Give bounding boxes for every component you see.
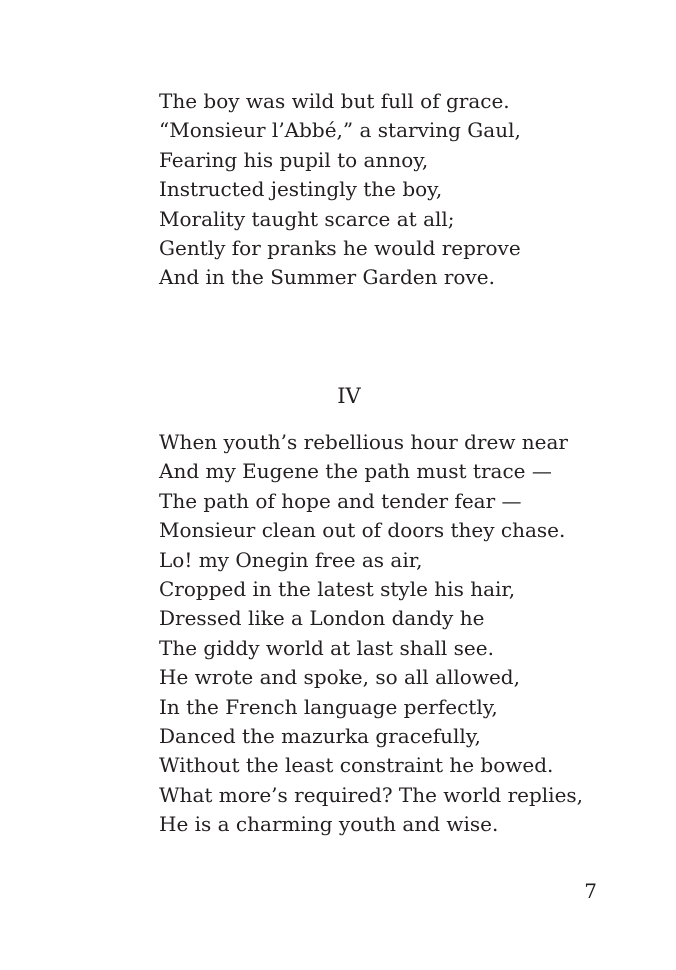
poem-line: And my Eugene the path must trace — [159,459,552,484]
poem-line: Lo! my Onegin free as air, [159,547,423,572]
poem-line: “Monsieur l’Abbé,” a starving Gaul, [159,118,521,143]
poem-line: Monsieur clean out of doors they chase. [159,518,566,543]
poem-line: He is a charming youth and wise. [159,812,499,837]
poem-line: In the French language perfectly, [159,694,498,719]
poem-line: Dressed like a London dandy he [159,606,485,631]
stanza-iv [159,428,583,840]
poem-line: He wrote and spoke, so all allowed, [159,665,520,690]
poem-line: Without the least constraint he bowed. [159,753,554,778]
stanza-numeral: IV [337,384,361,408]
poem-line: The path of hope and tender fear — [159,488,522,513]
poem-line: When youth’s rebellious hour drew near [159,430,568,454]
poem-line: Danced the mazurka gracefully, [159,724,481,749]
poem-line: Fearing his pupil to annoy, [159,147,429,172]
poem-line: Gently for pranks he would reprove [159,236,521,261]
poem-line: Cropped in the latest style his hair, [159,577,516,602]
poem-line: The giddy world at last shall see. [159,635,494,660]
poem-line: Morality taught scarce at all; [159,206,455,231]
page-number: 7 [584,879,597,903]
poem-line: The boy was wild but full of grace. [159,89,510,113]
stanza-iii [159,87,521,293]
poem-line: And in the Summer Garden rove. [159,265,495,290]
poem-line: What more’s required? The world replies, [159,782,584,807]
poem-line: Instructed jestingly the boy, [159,177,443,202]
